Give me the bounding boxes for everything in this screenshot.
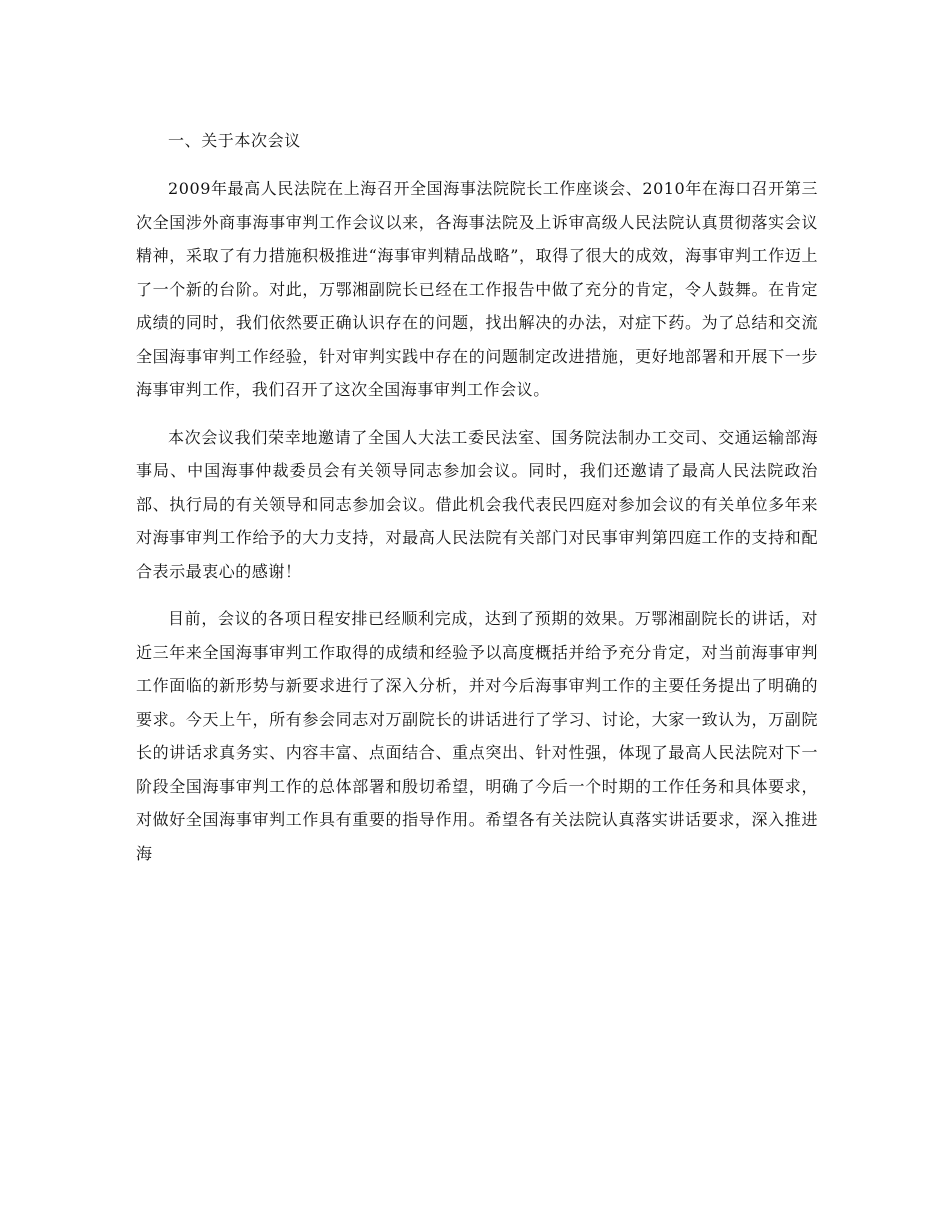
document-body: [136, 124, 818, 884]
paragraph-3: 目前，会议的各项日程安排已经顺利完成，达到了预期的效果。万鄂湘副院长的讲话，对近三年来全国海事审判工作取得的成绩和经验予以高度概括并给予充分肯定，对当前海事审判工作面临的新形势与新要求进行了深入分析，并对今后海事审判工作的主要任务提出了明确的要求。今天上午，所有参会同志对万副院长的讲话进行了学习、讨论，大家一致认为，万副院长的讲话求真务实、内容丰富、点面结合、重点突出、针对性强，体现了最高人民法院对下一阶段全国海事审判工作的总体部署和殷切希望，明确了今后一个时期的工作任务和具体要求，对做好全国海事审判工作具有重要的指导作用。希望各有关法院认真落实讲话要求，深入推进海: [136, 609, 818, 863]
paragraph-1: 2009年最高人民法院在上海召开全国海事法院院长工作座谈会、2010年在海口召开第三次全国涉外商事海事审判工作会议以来，各海事法院及上诉审高级人民法院认真贯彻落实会议精神，采取了有力措施积极推进“海事审判精品战略”，取得了很大的成效，海事审判工作迈上了一个新的台阶。对此，万鄂湘副院长已经在工作报告中做了充分的肯定，令人鼓舞。在肯定成绩的同时，我们依然要正确认识存在的问题，找出解决的办法，对症下药。为了总结和交流全国海事审判工作经验，针对审判实践中存在的问题制定改进措施，更好地部署和开展下一步海事审判工作，我们召开了这次全国海事审判工作会议。: [136, 179, 818, 399]
paragraph-2: 本次会议我们荣幸地邀请了全国人大法工委民法室、国务院法制办工交司、交通运输部海事局、中国海事仲裁委员会有关领导同志参加会议。同时，我们还邀请了最高人民法院政治部、执行局的有关领导和同志参加会议。借此机会我代表民四庭对参加会议的有关单位多年来对海事审判工作给予的大力支持，对最高人民法院有关部门对民事审判第四庭工作的支持和配合表示最衷心的感谢！: [136, 427, 818, 581]
section-heading: 一、关于本次会议: [168, 131, 301, 150]
